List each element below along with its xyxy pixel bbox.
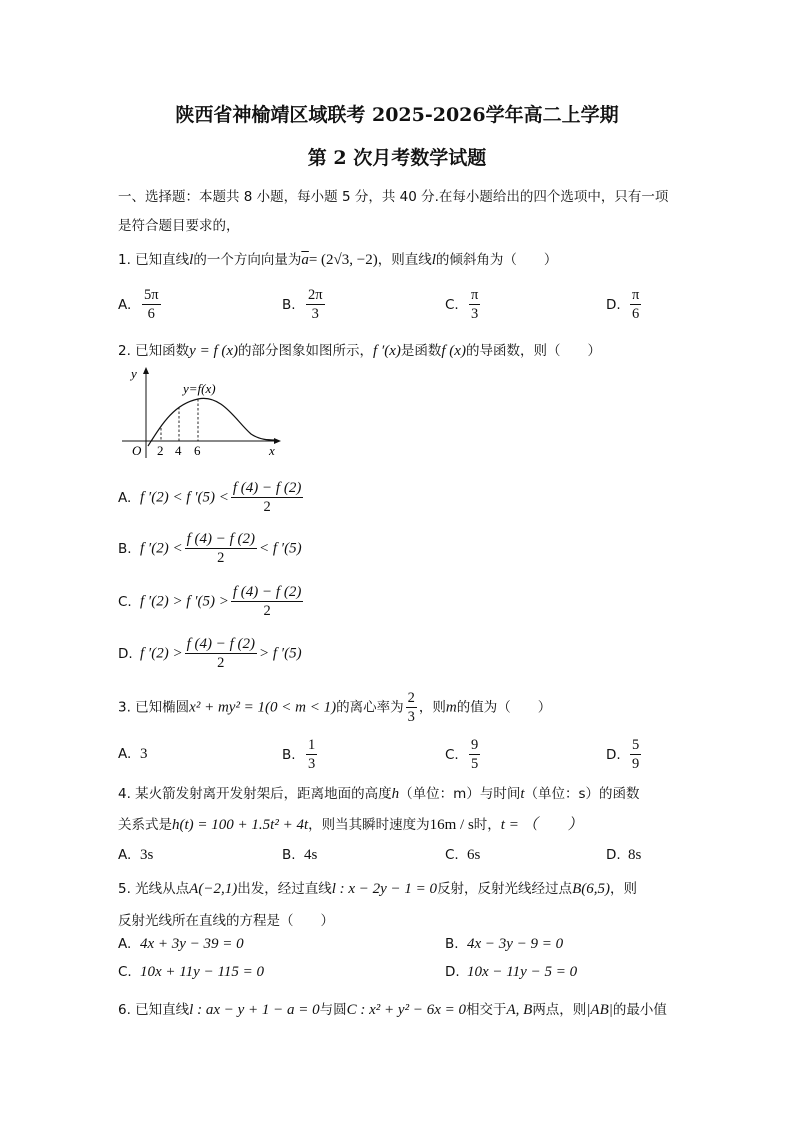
exam-title-line2: 第 2 次月考数学试题 [307, 147, 487, 169]
x-axis-arrow [274, 438, 281, 444]
q1-stem: 1. 已知直线l的一个方向向量为$\overline{a}= (2√3$, −2)，则直线l的倾斜角为（ ） [118, 252, 558, 268]
q1-option-a[interactable]: A. $\frac{5\pi}{6}$ [118, 287, 159, 322]
q2-option-d[interactable]: D. f ′(2) > $\frac{f (4) - f (2)}{2}$ > f ′(5) [118, 636, 302, 671]
section-intro-line1: 一、选择题：本题共 8 小题，每小题 5 分，共 40 分.在每小题给出的四个选项中，只有一项 [118, 189, 669, 205]
q1-option-d[interactable]: D. $\frac{\pi}{6}$ [606, 287, 640, 322]
y-axis-arrow [143, 367, 149, 374]
q5-option-a[interactable]: A. 4x + 3y − 39 = 0 [118, 936, 244, 952]
q2-option-a[interactable]: A. f ′(2) < f ′(5) < $\frac{f (4) - f (2)}{2}$ [118, 480, 302, 515]
section-intro-line2: 是符合题目要求的， [118, 218, 240, 234]
q4-option-d[interactable]: D. 8s [606, 847, 642, 863]
x-axis-label: x [269, 443, 275, 458]
q2-stem: 2. 已知函数y = f (x)的部分图象如图所示，f ′(x)是函数f (x)的导函数，则（ ） [118, 343, 601, 359]
function-curve [148, 398, 276, 446]
q2-function-graph [118, 366, 283, 461]
q4-stem-line2: 关系式是h(t) = 100 + 1.5t² + 4t，则当其瞬时速度为16m / s时，t = （ ） [118, 817, 583, 833]
q1-option-b[interactable]: B. $\frac{2\pi}{3}$ [282, 287, 323, 322]
tick-4: 4 [175, 443, 182, 458]
exam-title-line1: 陕西省神榆靖区域联考 2025-2026学年高二上学期 [175, 104, 619, 126]
q2-option-b[interactable]: B. f ′(2) < $\frac{f (4) - f (2)}{2}$ < f ′(5) [118, 531, 302, 566]
y-axis-label: y [131, 366, 137, 381]
q1-option-c[interactable]: C. $\frac{\pi}{3}$ [445, 287, 479, 322]
tick-6: 6 [194, 443, 201, 458]
q5-option-b[interactable]: B. 4x − 3y − 9 = 0 [445, 936, 564, 952]
eccentricity: $\frac{2}{3}$ [407, 690, 415, 725]
vector-a: $\overline{a}$ [301, 252, 309, 268]
q3-stem: 3. 已知椭圆x² + my² = 1(0 < m < 1)的离心率为 $\frac{2}{3}$ ，则m的值为（ ） [118, 690, 552, 725]
q3-option-b[interactable]: B. $\frac{1}{3}$ [282, 737, 316, 772]
q5-stem-line2: 反射光线所在直线的方程是（ ） [118, 913, 334, 929]
q4-option-c[interactable]: C. 6s [445, 847, 481, 863]
q5-stem-line1: 5. 光线从点A(−2,1)出发，经过直线l : x − 2y − 1 = 0反射，反射光线经过点B(6,5)，则 [118, 881, 637, 897]
q6-stem: 6. 已知直线l : ax − y + 1 − a = 0与圆C : x² + y² − 6x = 0相交于A, B两点，则|AB|的最小值 [118, 1002, 667, 1018]
q3-option-a[interactable]: A. 3 [118, 746, 148, 762]
q5-option-c[interactable]: C. 10x + 11y − 115 = 0 [118, 964, 264, 980]
curve-label: y=f(x) [183, 381, 216, 396]
q4-stem-line1: 4. 某火箭发射离开发射架后，距离地面的高度h（单位：m）与时间t（单位：s）的函数 [118, 786, 640, 802]
q3-option-d[interactable]: D. $\frac{5}{9}$ [606, 737, 640, 772]
q2-option-c[interactable]: C. f ′(2) > f ′(5) > $\frac{f (4) - f (2)}{2}$ [118, 584, 302, 619]
q3-option-c[interactable]: C. $\frac{9}{5}$ [445, 737, 479, 772]
q4-option-b[interactable]: B. 4s [282, 847, 318, 863]
origin-label: O [132, 443, 142, 458]
tick-2: 2 [157, 443, 164, 458]
q5-option-d[interactable]: D. 10x − 11y − 5 = 0 [445, 964, 578, 980]
q4-option-a[interactable]: A. 3s [118, 847, 154, 863]
